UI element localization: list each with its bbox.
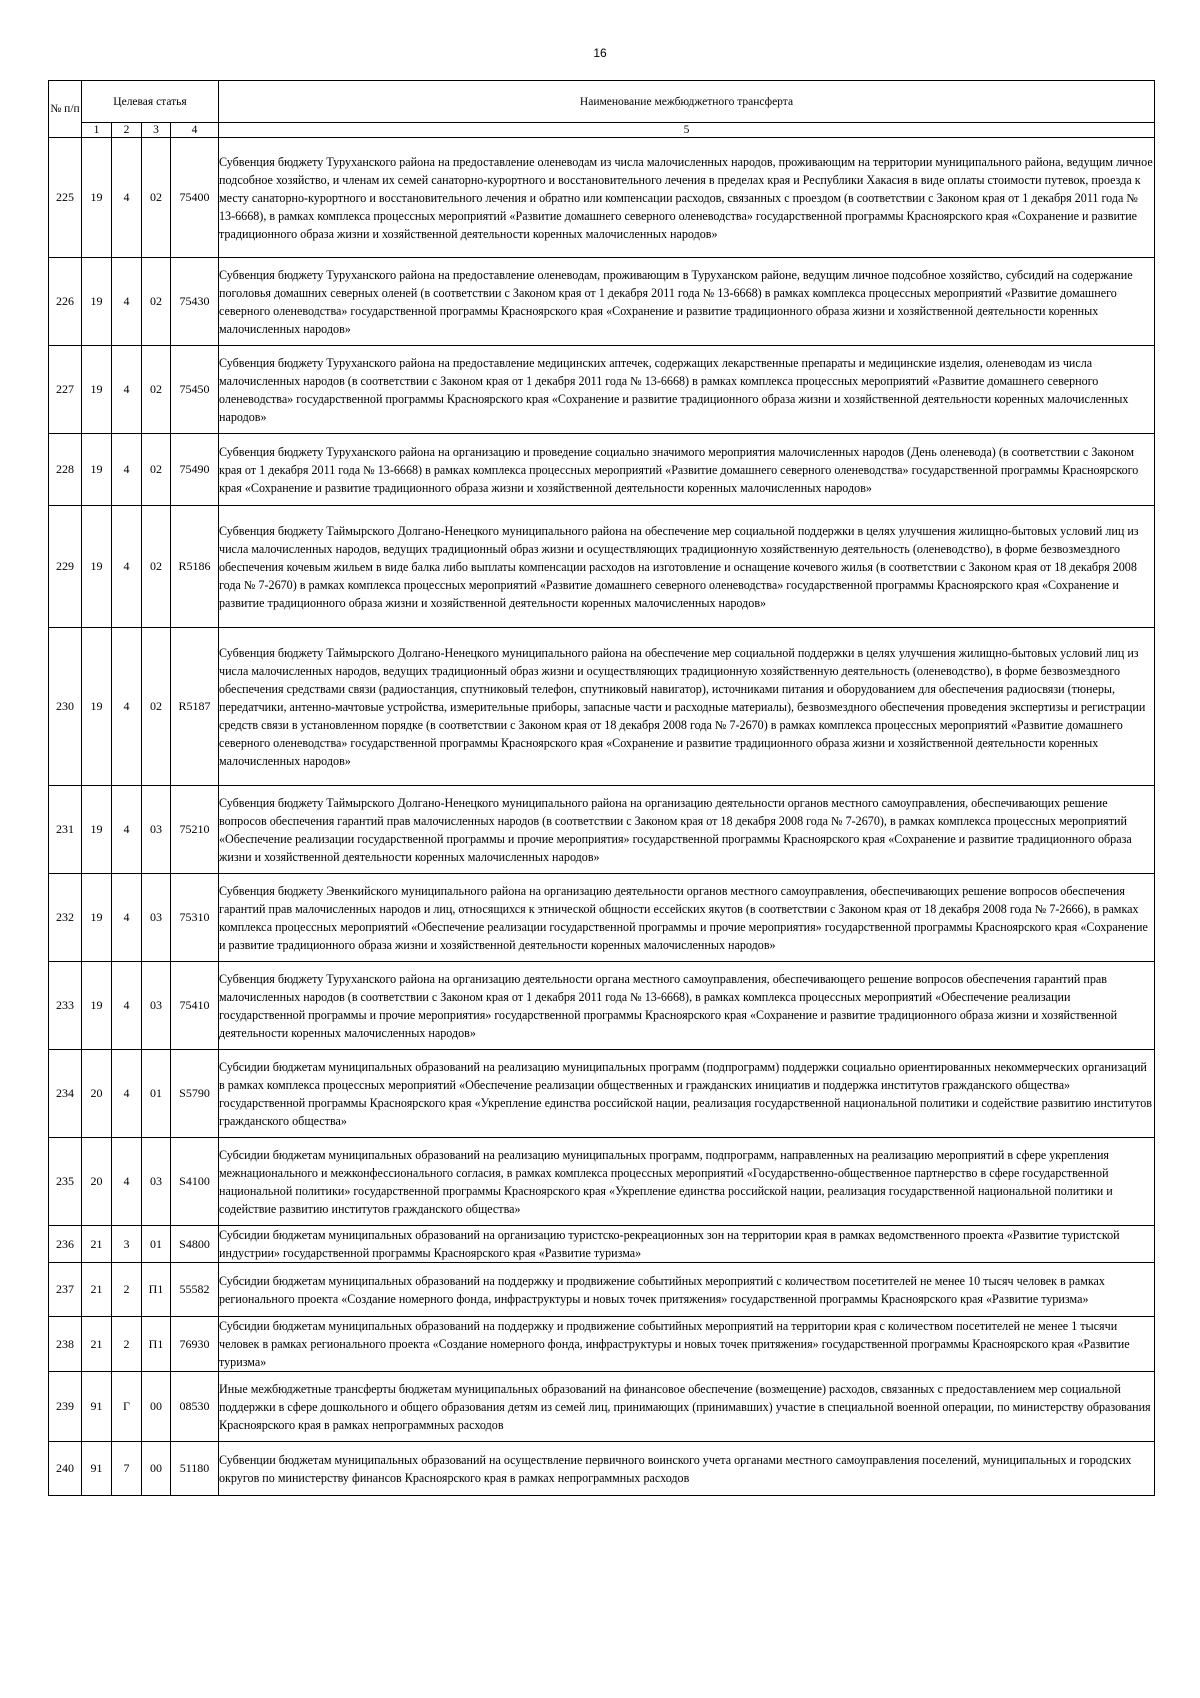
target-code-3: 00 bbox=[142, 1442, 171, 1496]
table-row bbox=[49, 138, 1155, 258]
col-number-2: 2 bbox=[112, 123, 142, 138]
target-code-4: 75310 bbox=[171, 874, 219, 962]
target-code-2: 3 bbox=[112, 1226, 142, 1263]
row-number: 232 bbox=[49, 874, 82, 962]
target-code-1: 19 bbox=[82, 346, 112, 434]
table-row bbox=[49, 346, 1155, 434]
target-code-3: 03 bbox=[142, 786, 171, 874]
target-code-2: 4 bbox=[112, 258, 142, 346]
row-number: 227 bbox=[49, 346, 82, 434]
transfer-name: Субвенция бюджету Таймырского Долгано-Ненецкого муниципального района на обеспечение мер социальной поддержки в целях улучшения жилищно-бытовых условий лиц из числа малочисленных народов, ведущих традиционный образ жизни и осуществляющих традиционную хозяйственную деятельность (оленеводство), в форме безвозмездного обеспечения кочевым жильем в виде балка либо выплаты компенсации расходов на изготовление и оснащение кочевого жилья (в соответствии с Законом края от 18 декабря 2008 года № 7-2670) в рамках комплекса процессных мероприятий «Развитие домашнего северного оленеводства» государственной программы Красноярского края «Сохранение и развитие традиционного образа жизни и хозяйственной деятельности коренных малочисленных народов» bbox=[219, 506, 1155, 628]
row-number: 226 bbox=[49, 258, 82, 346]
col-number-3: 3 bbox=[142, 123, 171, 138]
transfer-name: Субвенция бюджету Таймырского Долгано-Ненецкого муниципального района на организацию деятельности органов местного самоуправления, обеспечивающих решение вопросов обеспечения гарантий прав малочисленных народов (в соответствии с Законом края от 18 декабря 2008 года № 7-2670), в рамках комплекса процессных мероприятий «Обеспечение реализации государственной программы и прочие мероприятия» государственной программы Красноярского края «Сохранение и развитие традиционного образа жизни и хозяйственной деятельности коренных малочисленных народов» bbox=[219, 786, 1155, 874]
row-number: 225 bbox=[49, 138, 82, 258]
target-code-1: 19 bbox=[82, 628, 112, 786]
target-code-1: 19 bbox=[82, 258, 112, 346]
col-number-1: 1 bbox=[82, 123, 112, 138]
target-code-1: 21 bbox=[82, 1226, 112, 1263]
transfer-name: Субсидии бюджетам муниципальных образований на поддержку и продвижение событийных мероприятий на территории края с количеством посетителей не менее 1 тысячи человек в рамках регионального проекта «Создание номерного фонда, инфраструктуры и новых точек притяжения» государственной программы Красноярского края «Развитие туризма» bbox=[219, 1317, 1155, 1372]
col-number-5: 5 bbox=[219, 123, 1155, 138]
target-code-3: 02 bbox=[142, 258, 171, 346]
transfer-name: Субвенция бюджету Туруханского района на предоставление медицинских аптечек, содержащих лекарственные препараты и медицинские изделия, оленеводам из числа малочисленных народов (в соответствии с Законом края от 1 декабря 2011 года № 13-6668) в рамках комплекса процессных мероприятий «Развитие домашнего северного оленеводства» государственной программы Красноярского края «Сохранение и развитие традиционного образа жизни и хозяйственной деятельности коренных малочисленных народов» bbox=[219, 346, 1155, 434]
target-code-4: S5790 bbox=[171, 1050, 219, 1138]
table-row bbox=[49, 1317, 1155, 1372]
target-code-4: S4100 bbox=[171, 1138, 219, 1226]
table-row bbox=[49, 434, 1155, 506]
target-code-3: П1 bbox=[142, 1317, 171, 1372]
target-code-1: 91 bbox=[82, 1442, 112, 1496]
table-row bbox=[49, 506, 1155, 628]
target-code-2: 4 bbox=[112, 1138, 142, 1226]
header-transfer-name: Наименование межбюджетного трансферта bbox=[219, 81, 1155, 123]
target-code-4: 08530 bbox=[171, 1372, 219, 1442]
transfer-name: Субсидии бюджетам муниципальных образований на организацию туристско-рекреационных зон на территории края в рамках ведомственного проекта «Развитие туристской индустрии» государственной программы Красноярского края «Развитие туризма» bbox=[219, 1226, 1155, 1263]
target-code-1: 20 bbox=[82, 1138, 112, 1226]
target-code-1: 19 bbox=[82, 786, 112, 874]
table-header bbox=[49, 81, 1155, 138]
table-row bbox=[49, 962, 1155, 1050]
table-row bbox=[49, 1138, 1155, 1226]
target-code-1: 21 bbox=[82, 1317, 112, 1372]
target-code-2: 4 bbox=[112, 786, 142, 874]
table-row bbox=[49, 1263, 1155, 1317]
target-code-2: 2 bbox=[112, 1263, 142, 1317]
row-number: 234 bbox=[49, 1050, 82, 1138]
target-code-4: 55582 bbox=[171, 1263, 219, 1317]
table-row bbox=[49, 786, 1155, 874]
target-code-3: 00 bbox=[142, 1372, 171, 1442]
row-number: 240 bbox=[49, 1442, 82, 1496]
target-code-4: 51180 bbox=[171, 1442, 219, 1496]
transfer-name: Субвенция бюджету Туруханского района на организацию деятельности органа местного самоуправления, обеспечивающего решение вопросов обеспечения гарантий прав малочисленных народов (в соответствии с Законом края от 1 декабря 2011 года № 13-6668), в рамках комплекса процессных мероприятий «Обеспечение реализации государственной программы и прочие мероприятия» государственной программы Красноярского края «Сохранение и развитие традиционного образа жизни и хозяйственной деятельности коренных малочисленных народов» bbox=[219, 962, 1155, 1050]
row-number: 237 bbox=[49, 1263, 82, 1317]
target-code-4: 75410 bbox=[171, 962, 219, 1050]
target-code-2: 4 bbox=[112, 346, 142, 434]
target-code-3: П1 bbox=[142, 1263, 171, 1317]
row-number: 238 bbox=[49, 1317, 82, 1372]
row-number: 230 bbox=[49, 628, 82, 786]
transfer-name: Субсидии бюджетам муниципальных образований на реализацию муниципальных программ (подпрограмм) поддержки социально ориентированных некоммерческих организаций в рамках комплекса процессных мероприятий «Обеспечение реализации общественных и гражданских инициатив и поддержка институтов гражданского общества» государственной программы Красноярского края «Укрепление единства российской нации, реализация государственной национальной политики и содействие развитию институтов гражданского общества» bbox=[219, 1050, 1155, 1138]
target-code-2: Г bbox=[112, 1372, 142, 1442]
header-num: № п/п bbox=[49, 81, 82, 138]
target-code-1: 91 bbox=[82, 1372, 112, 1442]
target-code-4: S4800 bbox=[171, 1226, 219, 1263]
table-row bbox=[49, 1226, 1155, 1263]
target-code-2: 4 bbox=[112, 434, 142, 506]
transfers-table bbox=[48, 80, 1155, 1496]
target-code-2: 2 bbox=[112, 1317, 142, 1372]
target-code-1: 19 bbox=[82, 962, 112, 1050]
row-number: 231 bbox=[49, 786, 82, 874]
target-code-3: 02 bbox=[142, 506, 171, 628]
target-code-3: 01 bbox=[142, 1050, 171, 1138]
table-row bbox=[49, 258, 1155, 346]
row-number: 233 bbox=[49, 962, 82, 1050]
transfer-name: Субсидии бюджетам муниципальных образований на поддержку и продвижение событийных мероприятий с количеством посетителей не менее 10 тысяч человек в рамках регионального проекта «Создание номерного фонда, инфраструктуры и новых точек притяжения» государственной программы Красноярского края «Развитие туризма» bbox=[219, 1263, 1155, 1317]
target-code-4: R5186 bbox=[171, 506, 219, 628]
table-row bbox=[49, 1442, 1155, 1496]
target-code-1: 20 bbox=[82, 1050, 112, 1138]
target-code-2: 4 bbox=[112, 1050, 142, 1138]
target-code-4: 75210 bbox=[171, 786, 219, 874]
target-code-2: 7 bbox=[112, 1442, 142, 1496]
target-code-2: 4 bbox=[112, 628, 142, 786]
transfer-name: Субвенция бюджету Туруханского района на предоставление оленеводам, проживающим в Туруханском районе, ведущим личное подсобное хозяйство, субсидий на содержание поголовья домашних северных оленей (в соответствии с Законом края от 1 декабря 2011 года № 13-6668) в рамках комплекса процессных мероприятий «Развитие домашнего северного оленеводства» государственной программы Красноярского края «Сохранение и развитие традиционного образа жизни и хозяйственной деятельности коренных малочисленных народов» bbox=[219, 258, 1155, 346]
target-code-1: 19 bbox=[82, 874, 112, 962]
target-code-1: 19 bbox=[82, 434, 112, 506]
target-code-3: 03 bbox=[142, 874, 171, 962]
table-row bbox=[49, 628, 1155, 786]
target-code-2: 4 bbox=[112, 962, 142, 1050]
target-code-4: R5187 bbox=[171, 628, 219, 786]
target-code-4: 75490 bbox=[171, 434, 219, 506]
table-row bbox=[49, 1050, 1155, 1138]
transfer-name: Субвенция бюджету Туруханского района на предоставление оленеводам из числа малочисленных народов, проживающим на территории муниципального района, ведущим личное подсобное хозяйство, и членам их семей санаторно-курортного и восстановительного лечения в пределах края и Республики Хакасия в виде оплаты стоимости путевок, проезда к месту санаторно-курортного и восстановительного лечения и обратно или компенсации расходов, связанных с проездом (в соответствии с Законом края от 1 декабря 2011 года № 13-6668), в рамках комплекса процессных мероприятий «Развитие домашнего северного оленеводства» государственной программы Красноярского края «Сохранение и развитие традиционного образа жизни и хозяйственной деятельности коренных малочисленных народов» bbox=[219, 138, 1155, 258]
target-code-3: 02 bbox=[142, 346, 171, 434]
row-number: 235 bbox=[49, 1138, 82, 1226]
transfer-name: Субвенция бюджету Таймырского Долгано-Ненецкого муниципального района на обеспечение мер социальной поддержки в целях улучшения жилищно-бытовых условий лиц из числа малочисленных народов, ведущих традиционный образ жизни и осуществляющих традиционную хозяйственную деятельность (оленеводство), в форме безвозмездного обеспечения средствами связи (радиостанция, спутниковый телефон, спутниковый навигатор), источниками питания и оборудованием для обеспечения радиосвязи (тюнеры, передатчики, антенно-мачтовые устройства, измерительные приборы, запасные части и расходные материалы), безвозмездного обеспечения проведения экспертизы и регистрации средств связи в установленном порядке (в соответствии с Законом края от 18 декабря 2008 года № 7-2670) в рамках комплекса процессных мероприятий «Развитие домашнего северного оленеводства» государственной программы Красноярского края «Сохранение и развитие традиционного образа жизни и хозяйственной деятельности коренных малочисленных народов» bbox=[219, 628, 1155, 786]
row-number: 239 bbox=[49, 1372, 82, 1442]
target-code-3: 03 bbox=[142, 962, 171, 1050]
table-body bbox=[49, 138, 1155, 1496]
target-code-1: 19 bbox=[82, 506, 112, 628]
target-code-3: 01 bbox=[142, 1226, 171, 1263]
col-number-4: 4 bbox=[171, 123, 219, 138]
row-number: 236 bbox=[49, 1226, 82, 1263]
transfer-name: Субсидии бюджетам муниципальных образований на реализацию муниципальных программ, подпрограмм, направленных на реализацию мероприятий в сфере укрепления межнационального и межконфессионального согласия, в рамках комплекса процессных мероприятий «Государственно-общественное партнерство в сфере государственной национальной политики» государственной программы Красноярского края «Укрепление единства российской нации, реализация государственной национальной политики и содействие развитию институтов гражданского общества» bbox=[219, 1138, 1155, 1226]
table-row bbox=[49, 874, 1155, 962]
transfer-name: Субвенция бюджету Туруханского района на организацию и проведение социально значимого мероприятия малочисленных народов (День оленевода) (в соответствии с Законом края от 1 декабря 2011 года № 13-6668) в рамках комплекса процессных мероприятий «Развитие домашнего северного оленеводства» государственной программы Красноярского края «Сохранение и развитие традиционного образа жизни и хозяйственной деятельности коренных малочисленных народов» bbox=[219, 434, 1155, 506]
target-code-4: 75450 bbox=[171, 346, 219, 434]
target-code-3: 02 bbox=[142, 138, 171, 258]
transfer-name: Субвенции бюджетам муниципальных образований на осуществление первичного воинского учета органами местного самоуправления поселений, муниципальных и городских округов по министерству финансов Красноярского края в рамках непрограммных расходов bbox=[219, 1442, 1155, 1496]
transfer-name: Иные межбюджетные трансферты бюджетам муниципальных образований на финансовое обеспечение (возмещение) расходов, связанных с предоставлением мер социальной поддержки в сфере дошкольного и общего образования детям из семей лиц, принимающих (принимавших) участие в специальной военной операции, по министерству образования Красноярского края в рамках непрограммных расходов bbox=[219, 1372, 1155, 1442]
target-code-3: 02 bbox=[142, 628, 171, 786]
target-code-3: 02 bbox=[142, 434, 171, 506]
header-target-article: Целевая статья bbox=[82, 81, 219, 123]
target-code-3: 03 bbox=[142, 1138, 171, 1226]
target-code-2: 4 bbox=[112, 138, 142, 258]
target-code-1: 21 bbox=[82, 1263, 112, 1317]
target-code-4: 75400 bbox=[171, 138, 219, 258]
transfer-name: Субвенция бюджету Эвенкийского муниципального района на организацию деятельности органов местного самоуправления, обеспечивающих решение вопросов обеспечения гарантий прав малочисленных народов и лиц, относящихся к этнической общности ессейских якутов (в соответствии с Законом края от 18 декабря 2008 года № 7-2666), в рамках комплекса процессных мероприятий «Обеспечение реализации государственной программы и прочие мероприятия» государственной программы Красноярского края «Сохранение и развитие традиционного образа жизни и хозяйственной деятельности коренных малочисленных народов» bbox=[219, 874, 1155, 962]
row-number: 229 bbox=[49, 506, 82, 628]
target-code-2: 4 bbox=[112, 874, 142, 962]
page-number: 16 bbox=[593, 46, 607, 60]
row-number: 228 bbox=[49, 434, 82, 506]
target-code-4: 75430 bbox=[171, 258, 219, 346]
target-code-4: 76930 bbox=[171, 1317, 219, 1372]
target-code-2: 4 bbox=[112, 506, 142, 628]
table-row bbox=[49, 1372, 1155, 1442]
target-code-1: 19 bbox=[82, 138, 112, 258]
